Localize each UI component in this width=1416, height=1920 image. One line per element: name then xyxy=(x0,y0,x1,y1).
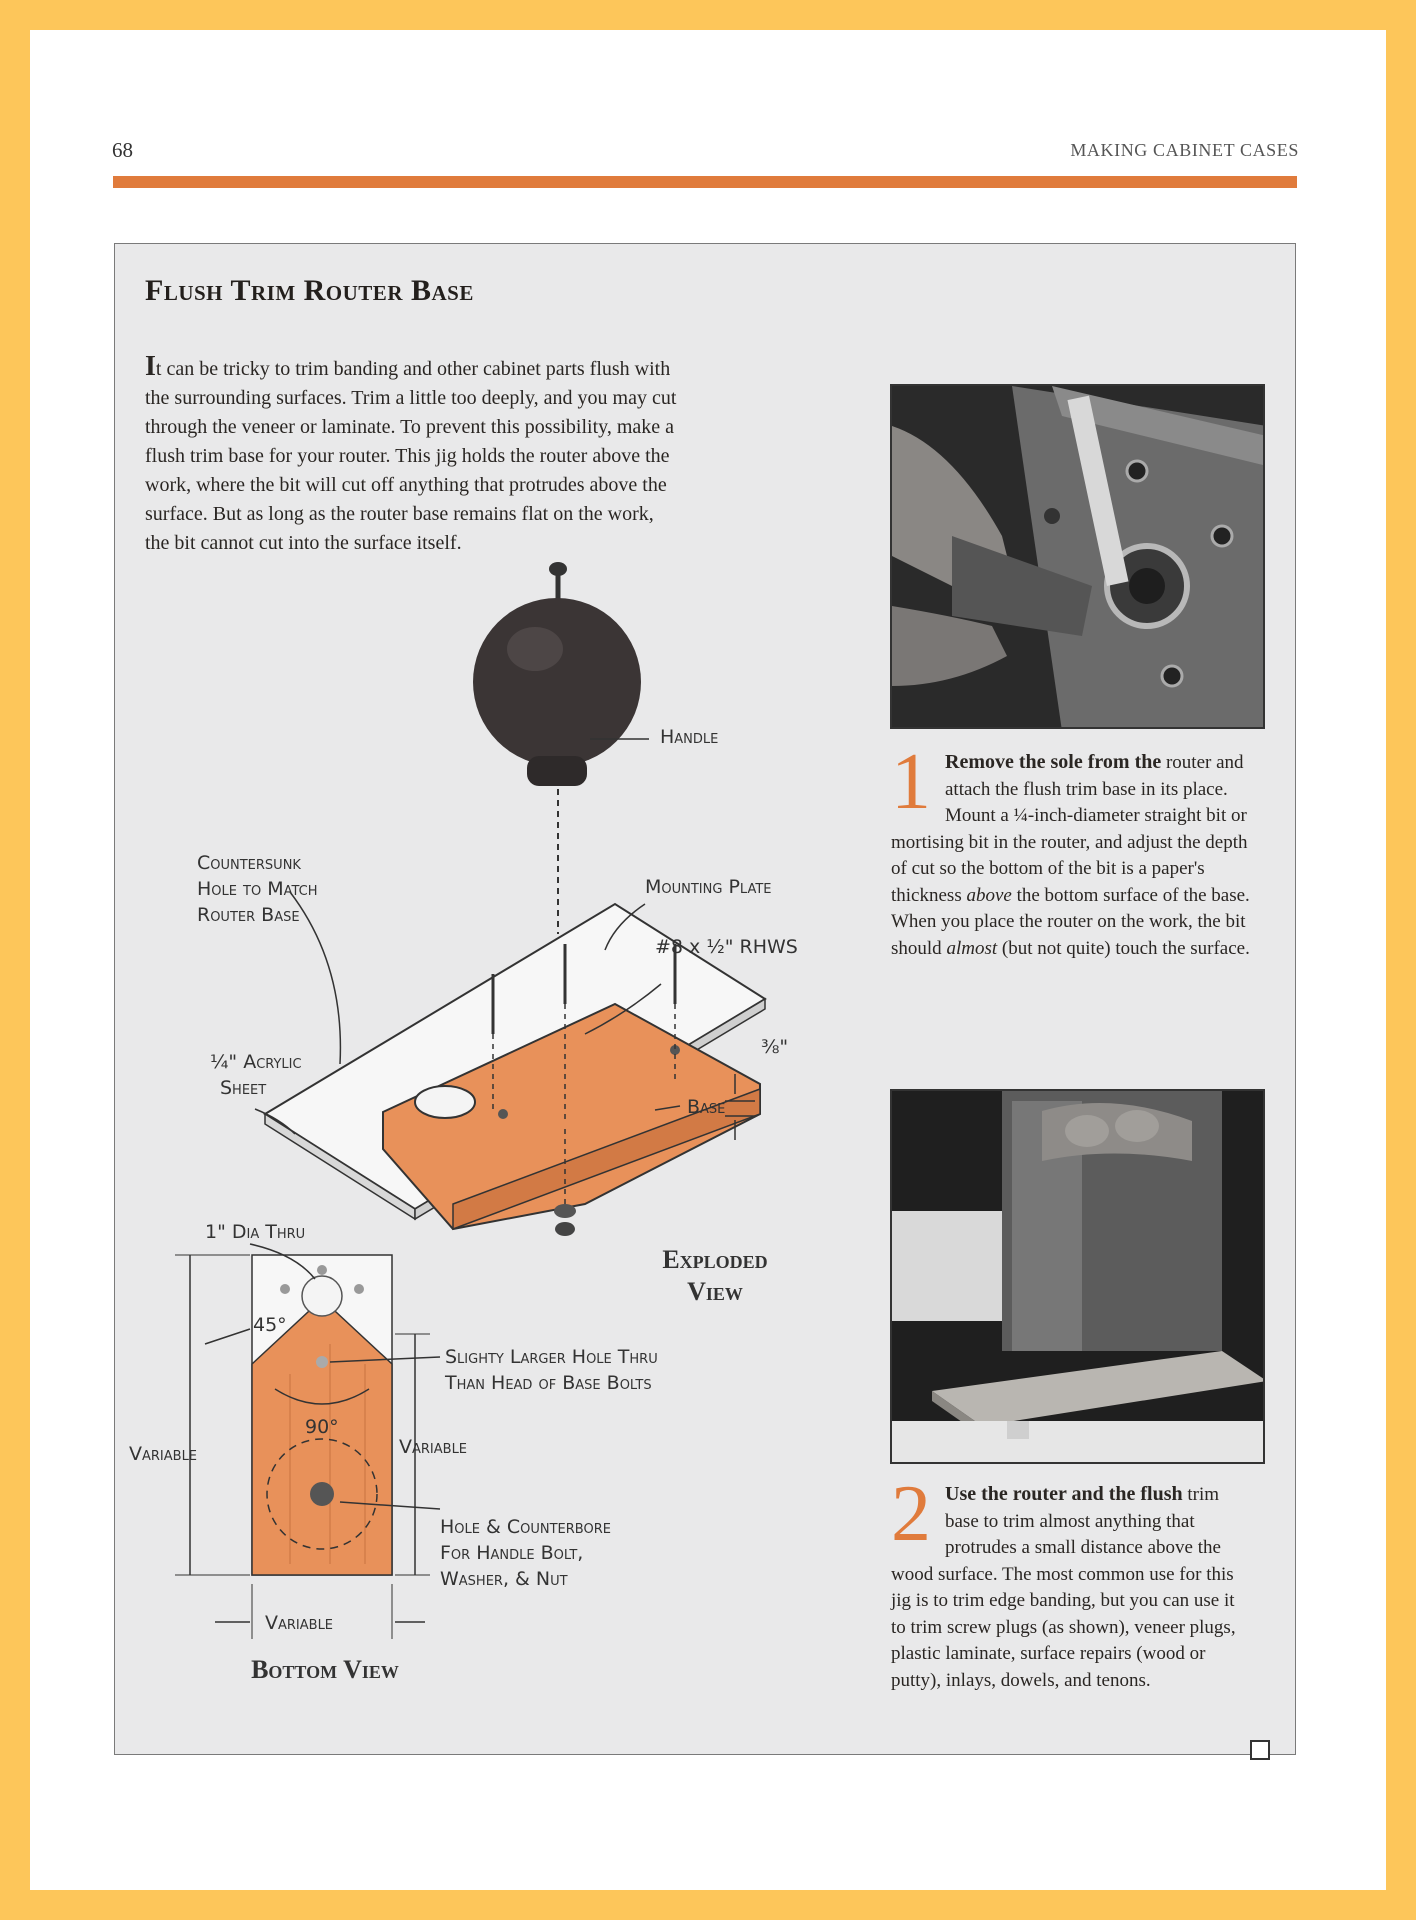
intro-text: t can be tricky to trim banding and other cabinet parts flush with the surrounding surfaces. Trim a little too deeply, and you may cut through the veneer or laminate. To prevent this possibility, make a flush trim base for your router. This jig holds the router above the work, where the bit will cut off anything that protrudes above the surface. But as long as the router base remains flat on the work, the bit cannot cut into the surface itself. xyxy=(145,358,677,554)
sidebar-panel xyxy=(114,243,1296,1755)
step-1-number: 1 xyxy=(891,738,931,826)
label-screw: #8 x ½" RHWS xyxy=(655,936,798,958)
page-checkbox[interactable] xyxy=(1250,1740,1270,1760)
label-dia-thru: 1" Dia Thru xyxy=(205,1221,306,1243)
label-base: Base xyxy=(687,1096,726,1118)
step-1-body-a: router and attach the flush trim base in its place. Mount a ¼-inch-diameter straight bit or mortising bit in the router, and adjust the depth of cut so the bottom of the bit is a paper's thickness xyxy=(891,752,1248,906)
exploded-caption-line-2: View xyxy=(687,1277,743,1306)
label-thickness: ⅜" xyxy=(761,1036,789,1058)
header-rule xyxy=(113,176,1297,188)
label-variable-left: Variable xyxy=(129,1443,198,1465)
label-handle: Handle xyxy=(660,726,719,748)
label-counterbore-2: For Handle Bolt, xyxy=(440,1542,584,1564)
label-countersunk-3: Router Base xyxy=(197,904,300,926)
step-1-lead: Remove the sole from the xyxy=(945,751,1162,773)
step-1-body-c: (but not quite) touch the surface. xyxy=(997,937,1250,959)
photo-router-trimming xyxy=(890,1089,1265,1464)
label-angle-90: 90° xyxy=(305,1416,339,1438)
step-1-emphasis-almost: almost xyxy=(946,937,998,959)
photo-2-illustration xyxy=(892,1091,1265,1464)
label-variable-bottom: Variable xyxy=(265,1612,334,1634)
label-counterbore-1: Hole & Counterbore xyxy=(440,1516,611,1538)
page xyxy=(30,30,1386,1890)
label-countersunk-2: Hole to Match xyxy=(197,878,318,900)
step-1-body-b: the bottom surface of the base. When you place the router on the work, the bit should xyxy=(891,884,1250,959)
step-2-text xyxy=(891,1470,1253,1694)
label-countersunk-1: Countersunk xyxy=(197,852,301,874)
photo-1-illustration xyxy=(892,386,1265,729)
drop-cap: I xyxy=(145,351,156,382)
page-number: 68 xyxy=(112,138,133,162)
handle-knob xyxy=(473,562,641,934)
label-acrylic-1: ¼" Acrylic xyxy=(210,1051,302,1073)
label-counterbore-3: Washer, & Nut xyxy=(440,1568,568,1590)
running-head: MAKING CABINET CASES xyxy=(1070,140,1299,160)
label-acrylic-2: Sheet xyxy=(220,1077,267,1099)
label-angle-45: 45° xyxy=(253,1314,287,1336)
label-variable-mid: Variable xyxy=(399,1436,468,1458)
step-1-text xyxy=(891,738,1253,962)
step-2-number: 2 xyxy=(891,1470,931,1558)
label-larger-hole-2: Than Head of Base Bolts xyxy=(445,1372,652,1394)
article-title: Flush Trim Router Base xyxy=(145,274,474,307)
step-1-emphasis-above: above xyxy=(966,884,1012,906)
exploded-caption-line-1: Exploded xyxy=(662,1245,768,1274)
exploded-view-caption xyxy=(625,1244,805,1308)
photo-router-base-closeup xyxy=(890,384,1265,729)
bottom-view-caption: Bottom View xyxy=(251,1655,399,1684)
step-2-body: trim base to trim almost anything that protrudes a small distance above the wood surface. The most common use for this jig is to trim edge banding, but you can use it to trim screw plugs (as shown), veneer plugs, plastic laminate, surface repairs (wood or putty), inlays, dowels, and tenons. xyxy=(891,1484,1236,1691)
label-mounting-plate: Mounting Plate xyxy=(645,876,772,898)
label-larger-hole-1: Slighty Larger Hole Thru xyxy=(445,1346,658,1368)
step-2-lead: Use the router and the flush xyxy=(945,1483,1183,1505)
